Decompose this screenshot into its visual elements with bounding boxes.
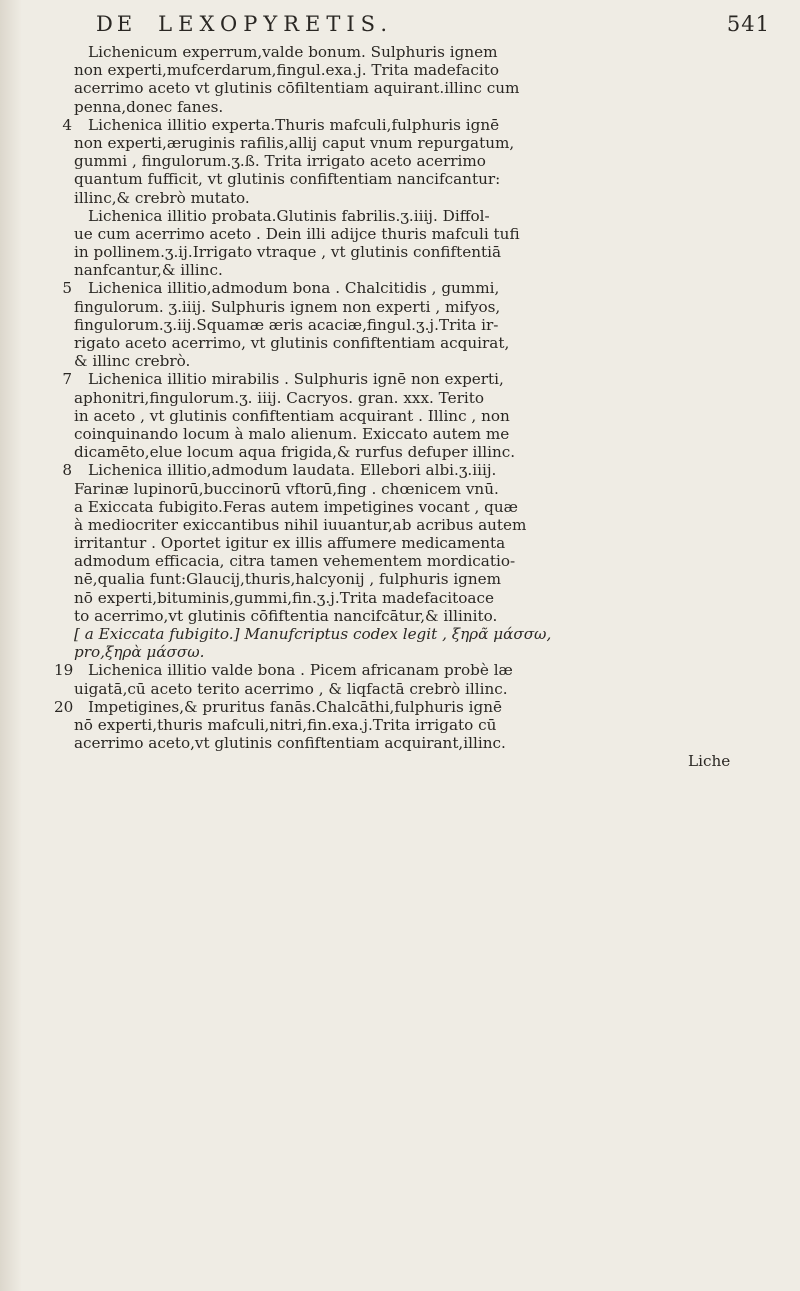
line-text: quantum fufficit, vt glutinis confiftentiam nancifcantur: (74, 170, 501, 189)
text-line (62, 407, 782, 425)
text-line (62, 498, 782, 516)
item-number: 19 (54, 661, 74, 680)
text-line (62, 261, 782, 279)
line-text: aphonitri,fingulorum.ʒ. iiij. Cacryos. gran. xxx. Terito (74, 388, 484, 407)
item-number: 4 (62, 115, 72, 134)
text-line (62, 370, 782, 388)
text-line (62, 225, 782, 243)
line-text: Lichenica illitio,admodum bona . Chalcitidis , gummi, (88, 279, 500, 298)
line-text: ue cum acerrimo aceto . Dein illi adijce thuris mafculi tufi (74, 224, 520, 243)
page-number: 541 (726, 12, 770, 36)
item-number: 7 (62, 370, 72, 389)
text-line (62, 61, 782, 79)
text-line (62, 279, 782, 297)
line-text: fingulorum. ʒ.iiij. Sulphuris ignem non experti , mifyos, (74, 297, 501, 316)
item-number: 5 (62, 279, 72, 298)
text-line (62, 734, 782, 752)
running-title (96, 12, 393, 36)
text-line (62, 389, 782, 407)
line-text: [ a Exiccata fubigito.] Manufcriptus codex legit , ξηρᾶ μάσσω, (74, 625, 552, 643)
text-line (62, 570, 782, 588)
item-number: 8 (62, 461, 72, 480)
text-line (62, 480, 782, 498)
text-line (62, 534, 782, 552)
text-line (62, 189, 782, 207)
title-de: DE (96, 12, 137, 36)
text-line (62, 516, 782, 534)
text-line (54, 697, 782, 716)
text-line (62, 116, 782, 134)
line-text: & illinc crebrò. (74, 352, 191, 371)
line-text: gummi , fingulorum.ʒ.ß. Trita irrigato aceto acerrimo (74, 152, 486, 171)
line-text: Lichenica illitio experta.Thuris mafculi,fulphuris ignē (88, 115, 500, 134)
line-text: a Exiccata fubigito.Feras autem impetigines vocant , quæ (74, 497, 518, 516)
text-line (62, 625, 782, 643)
text-line (62, 79, 782, 97)
text-line (62, 552, 782, 570)
line-text: dicamēto,elue locum aqua frigida,& rurfus defuper illinc. (74, 443, 516, 462)
line-text: in aceto , vt glutinis confiftentiam acquirant . Illinc , non (74, 406, 510, 425)
line-text: fingulorum.ʒ.iij.Squamæ æris acaciæ,fingul.ʒ.j.Trita ir- (74, 315, 499, 334)
item-number: 20 (54, 697, 74, 716)
line-text: non experti,æruginis rafilis,allij caput vnum repurgatum, (74, 133, 515, 152)
line-text: in pollinem.ʒ.ij.Irrigato vtraque , vt glutinis confiftentiā (74, 243, 502, 262)
text-line (62, 334, 782, 352)
line-text: Lichenicum experrum,valde bonum. Sulphuris ignem (88, 43, 498, 61)
text-line (62, 643, 782, 661)
line-text: Lichenica illitio valde bona . Picem africanam probè læ (88, 661, 513, 680)
text-line (62, 316, 782, 334)
text-line (62, 425, 782, 443)
text-line (62, 589, 782, 607)
line-text: acerrimo aceto,vt glutinis confiftentiam acquirant,illinc. (74, 734, 506, 753)
text-line (62, 443, 782, 461)
running-header (96, 12, 770, 42)
line-text: non experti,mufcerdarum,fingul.exa.j. Trita madefacito (74, 61, 500, 80)
line-text: uigatā,cū aceto terito acerrimo , & liqfactā crebrò illinc. (74, 679, 508, 698)
line-text: nō experti,thuris mafculi,nitri,fin.exa.j.Trita irrigato cū (74, 715, 497, 734)
line-text: to acerrimo,vt glutinis cōfiftentia nancifcātur,& illinito. (74, 606, 498, 625)
line-text: à mediocriter exiccantibus nihil iuuantur,ab acribus autem (74, 515, 527, 534)
text-body (54, 43, 782, 753)
line-text: Lichenica illitio mirabilis . Sulphuris ignē non experti, (88, 370, 504, 389)
line-text: pro,ξηρὰ μάσσω. (74, 643, 205, 662)
line-text: illinc,& crebrò mutato. (74, 188, 250, 207)
line-text: nō experti,bituminis,gummi,fin.ʒ.j.Trita madefacitoace (74, 588, 494, 607)
text-line (62, 243, 782, 261)
text-line (62, 43, 782, 61)
line-text: admodum efficacia, citra tamen vehementem mordicatio- (74, 552, 516, 571)
text-line (62, 716, 782, 734)
line-text: Lichenica illitio probata.Glutinis fabrilis.ʒ.iiij. Diffol- (88, 206, 490, 225)
line-text: acerrimo aceto vt glutinis cōfiltentiam aquirant.illinc cum (74, 79, 520, 98)
text-line (62, 98, 782, 116)
line-text: nanfcantur,& illinc. (74, 261, 223, 280)
text-line (62, 298, 782, 316)
text-line (62, 680, 782, 698)
text-line (62, 134, 782, 152)
text-line (62, 170, 782, 188)
text-line (54, 661, 782, 680)
text-line (62, 461, 782, 479)
text-line (62, 152, 782, 170)
line-text: Lichenica illitio,admodum laudata. Ellebori albi.ʒ.iiij. (88, 461, 497, 480)
text-line (62, 607, 782, 625)
catchword: Liche (688, 752, 731, 770)
title-main: LEXOPYRETIS. (158, 12, 393, 36)
line-text: rigato aceto acerrimo, vt glutinis confiftentiam acquirat, (74, 334, 510, 352)
line-text: Impetigines,& pruritus fanās.Chalcāthi,fulphuris ignē (88, 697, 502, 716)
line-text: irritantur . Oportet igitur ex illis affumere medicamenta (74, 534, 506, 553)
line-text: penna,donec fanes. (74, 97, 224, 116)
page-edge (0, 0, 22, 1291)
text-line (62, 352, 782, 370)
text-line (62, 207, 782, 225)
line-text: nē,qualia funt:Glaucij,thuris,halcyonij , fulphuris ignem (74, 570, 502, 589)
line-text: Farinæ lupinorū,buccinorū vftorū,fing . chœnicem vnū. (74, 479, 499, 498)
line-text: coinquinando locum à malo alienum. Exiccato autem me (74, 424, 510, 443)
